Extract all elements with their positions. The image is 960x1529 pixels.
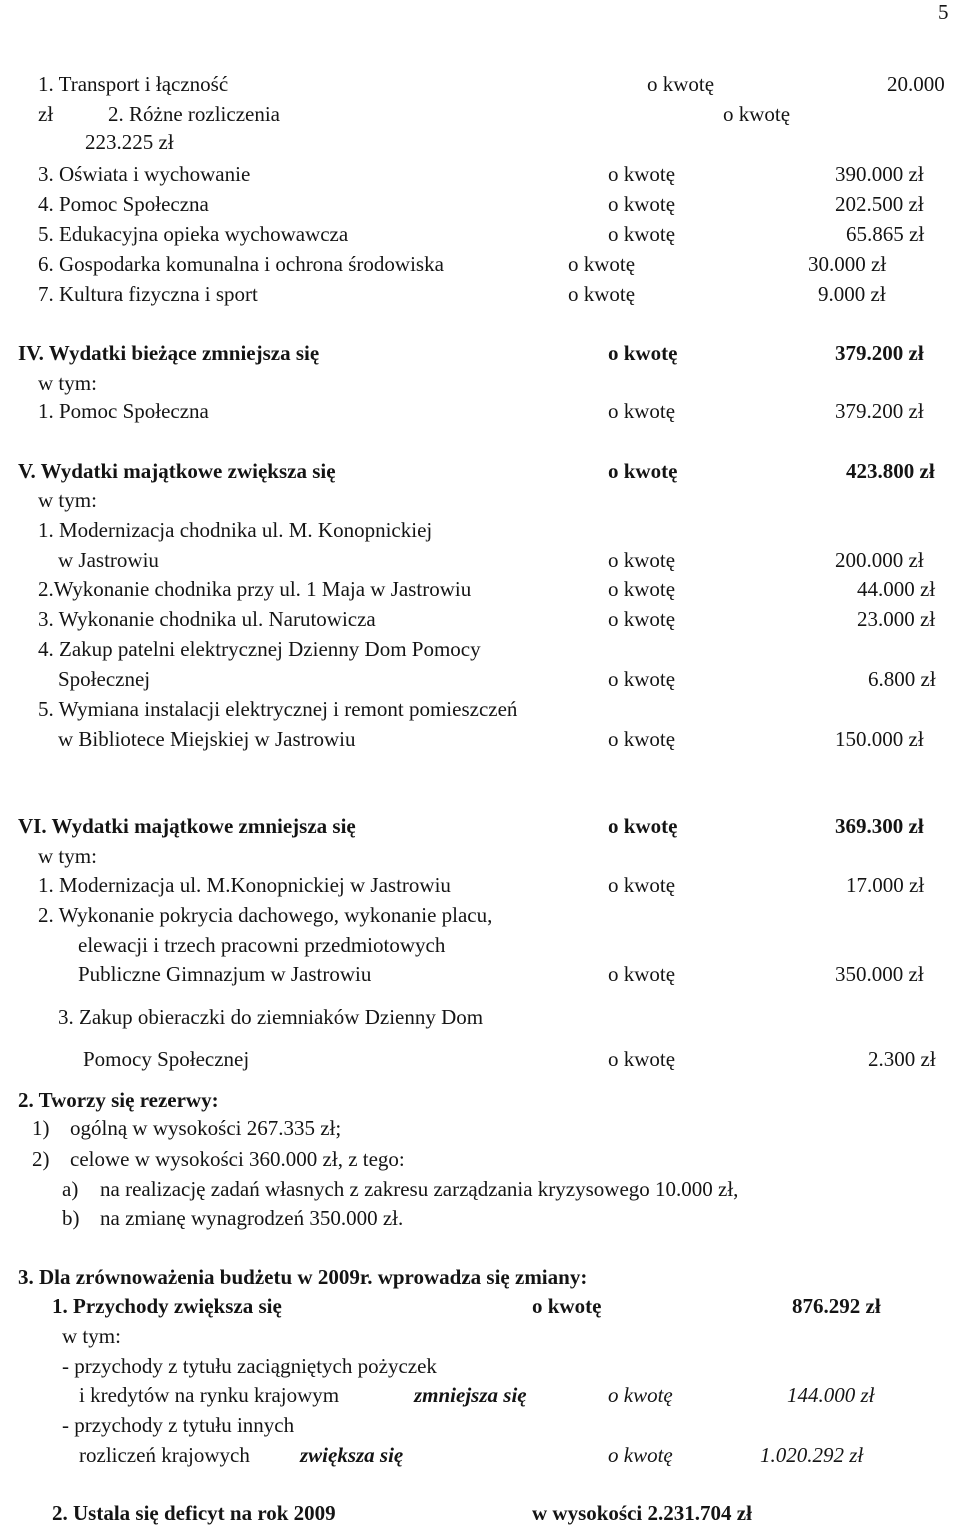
section-v-item5-kwota: o kwotę <box>608 727 676 751</box>
revenue-wtym: w tym: <box>62 1324 121 1348</box>
reserve-2a-text: na realizację zadań własnych z zakresu zarządzania kryzysowego 10.000 zł, <box>100 1177 739 1201</box>
section-v-item2-amount: 44.000 zł <box>857 577 936 601</box>
section-v-item2-kwota: o kwotę <box>608 577 676 601</box>
section-vi-item1-label: 1. Modernizacja ul. M.Konopnickiej w Jastrowiu <box>38 873 451 897</box>
section-vi-item3-label-b: Pomocy Społecznej <box>83 1047 250 1071</box>
section-v-item2-label: 2.Wykonanie chodnika przy ul. 1 Maja w Jastrowiu <box>38 577 472 601</box>
section-iv-heading: IV. Wydatki bieżące zmniejsza się <box>18 341 320 365</box>
revenue-sub2-label-b: rozliczeń krajowych <box>79 1443 250 1467</box>
section-v-heading: V. Wydatki majątkowe zwiększa się <box>18 459 336 483</box>
reserves-heading: 2. Tworzy się rezerwy: <box>18 1088 219 1112</box>
section-v-item5-amount: 150.000 zł <box>835 727 924 751</box>
section-v-item1-amount: 200.000 zł <box>835 548 924 572</box>
item-transport-currency: zł <box>38 102 54 126</box>
revenue-kwota: o kwotę <box>532 1294 602 1318</box>
section-vi-item2-amount: 350.000 zł <box>835 962 924 986</box>
reserve-1-number: 1) <box>32 1116 50 1140</box>
section-v-item4-kwota: o kwotę <box>608 667 676 691</box>
section-iv-item1-label: 1. Pomoc Społeczna <box>38 399 209 423</box>
reserve-2-text: celowe w wysokości 360.000 zł, z tego: <box>70 1147 405 1171</box>
item-gospodarka-amount: 30.000 zł <box>808 252 887 276</box>
section-v-kwota: o kwotę <box>608 459 678 483</box>
revenue-amount: 876.292 zł <box>792 1294 881 1318</box>
item-transport-kwota: o kwotę <box>647 72 715 96</box>
item-edukacyjna-amount: 65.865 zł <box>846 222 925 246</box>
revenue-sub1-verb: zmniejsza się <box>414 1383 527 1407</box>
item-kultura-label: 7. Kultura fizyczna i sport <box>38 282 258 306</box>
item-gospodarka-label: 6. Gospodarka komunalna i ochrona środowiska <box>38 252 444 276</box>
item-kultura-amount: 9.000 zł <box>818 282 886 306</box>
item-pomoc-label: 4. Pomoc Społeczna <box>38 192 209 216</box>
section-v-item1-label-a: 1. Modernizacja chodnika ul. M. Konopnickiej <box>38 518 433 542</box>
section-iv-item1-amount: 379.200 zł <box>835 399 924 423</box>
section-v-item5-label-b: w Bibliotece Miejskiej w Jastrowiu <box>58 727 356 751</box>
item-oswiata-amount: 390.000 zł <box>835 162 924 186</box>
revenue-sub1-label-b: i kredytów na rynku krajowym <box>79 1383 340 1407</box>
section-v-item5-label-a: 5. Wymiana instalacji elektrycznej i remont pomieszczeń <box>38 697 518 721</box>
section-vi-item3-amount: 2.300 zł <box>868 1047 936 1071</box>
section-v-item4-label-b: Społecznej <box>58 667 151 691</box>
section-v-item3-amount: 23.000 zł <box>857 607 936 631</box>
revenue-sub1-amount: 144.000 zł <box>787 1383 875 1407</box>
section-v-item4-amount: 6.800 zł <box>868 667 936 691</box>
balance-heading: 3. Dla zrównoważenia budżetu w 2009r. wprowadza się zmiany: <box>18 1265 588 1289</box>
item-pomoc-amount: 202.500 zł <box>835 192 924 216</box>
section-iv-amount: 379.200 zł <box>835 341 924 365</box>
section-vi-item3-kwota: o kwotę <box>608 1047 676 1071</box>
section-vi-item3-label-a: 3. Zakup obieraczki do ziemniaków Dzienny Dom <box>58 1005 484 1029</box>
revenue-sub2-verb: zwiększa się <box>300 1443 404 1467</box>
reserve-2a-letter: a) <box>62 1177 79 1201</box>
section-v-item1-kwota: o kwotę <box>608 548 676 572</box>
section-v-item3-label: 3. Wykonanie chodnika ul. Narutowicza <box>38 607 376 631</box>
item-oswiata-label: 3. Oświata i wychowanie <box>38 162 251 186</box>
section-vi-item2-label-a: 2. Wykonanie pokrycia dachowego, wykonanie placu, <box>38 903 493 927</box>
section-iv-kwota: o kwotę <box>608 341 678 365</box>
section-iv-wtym: w tym: <box>38 371 97 395</box>
reserve-2-number: 2) <box>32 1147 50 1171</box>
page-number: 5 <box>938 0 949 24</box>
item-transport-amount: 20.000 <box>887 72 945 96</box>
section-v-wtym: w tym: <box>38 488 97 512</box>
section-iv-item1-kwota: o kwotę <box>608 399 676 423</box>
section-vi-amount: 369.300 zł <box>835 814 924 838</box>
revenue-sub2-amount: 1.020.292 zł <box>760 1443 864 1467</box>
section-v-amount: 423.800 zł <box>846 459 935 483</box>
section-vi-item2-label-c: Publiczne Gimnazjum w Jastrowiu <box>78 962 372 986</box>
item-kultura-kwota: o kwotę <box>568 282 636 306</box>
section-vi-item1-kwota: o kwotę <box>608 873 676 897</box>
revenue-sub1-kwota: o kwotę <box>608 1383 673 1407</box>
revenue-label: 1. Przychody zwiększa się <box>52 1294 282 1318</box>
revenue-sub1-label-a: - przychody z tytułu zaciągniętych pożyczek <box>62 1354 437 1378</box>
item-rozliczenia-label: 2. Różne rozliczenia <box>108 102 280 126</box>
reserve-2b-text: na zmianę wynagrodzeń 350.000 zł. <box>100 1206 404 1230</box>
item-edukacyjna-kwota: o kwotę <box>608 222 676 246</box>
item-pomoc-kwota: o kwotę <box>608 192 676 216</box>
item-rozliczenia-kwota: o kwotę <box>723 102 791 126</box>
revenue-sub2-label-a: - przychody z tytułu innych <box>62 1413 295 1437</box>
section-vi-item2-kwota: o kwotę <box>608 962 676 986</box>
reserve-1-text: ogólną w wysokości 267.335 zł; <box>70 1116 342 1140</box>
section-v-item1-label-b: w Jastrowiu <box>58 548 159 572</box>
reserve-2b-letter: b) <box>62 1206 80 1230</box>
deficit-label: 2. Ustala się deficyt na rok 2009 <box>52 1501 336 1525</box>
section-v-item4-label-a: 4. Zakup patelni elektrycznej Dzienny Dom Pomocy <box>38 637 481 661</box>
item-gospodarka-kwota: o kwotę <box>568 252 636 276</box>
section-vi-kwota: o kwotę <box>608 814 678 838</box>
item-oswiata-kwota: o kwotę <box>608 162 676 186</box>
item-rozliczenia-amount: 223.225 zł <box>85 130 174 154</box>
section-vi-item2-label-b: elewacji i trzech pracowni przedmiotowych <box>78 933 446 957</box>
section-vi-item1-amount: 17.000 zł <box>846 873 925 897</box>
section-v-item3-kwota: o kwotę <box>608 607 676 631</box>
item-edukacyjna-label: 5. Edukacyjna opieka wychowawcza <box>38 222 349 246</box>
section-vi-heading: VI. Wydatki majątkowe zmniejsza się <box>18 814 356 838</box>
item-transport-label: 1. Transport i łączność <box>38 72 229 96</box>
revenue-sub2-kwota: o kwotę <box>608 1443 673 1467</box>
section-vi-wtym: w tym: <box>38 844 97 868</box>
deficit-amount: w wysokości 2.231.704 zł <box>532 1501 752 1525</box>
